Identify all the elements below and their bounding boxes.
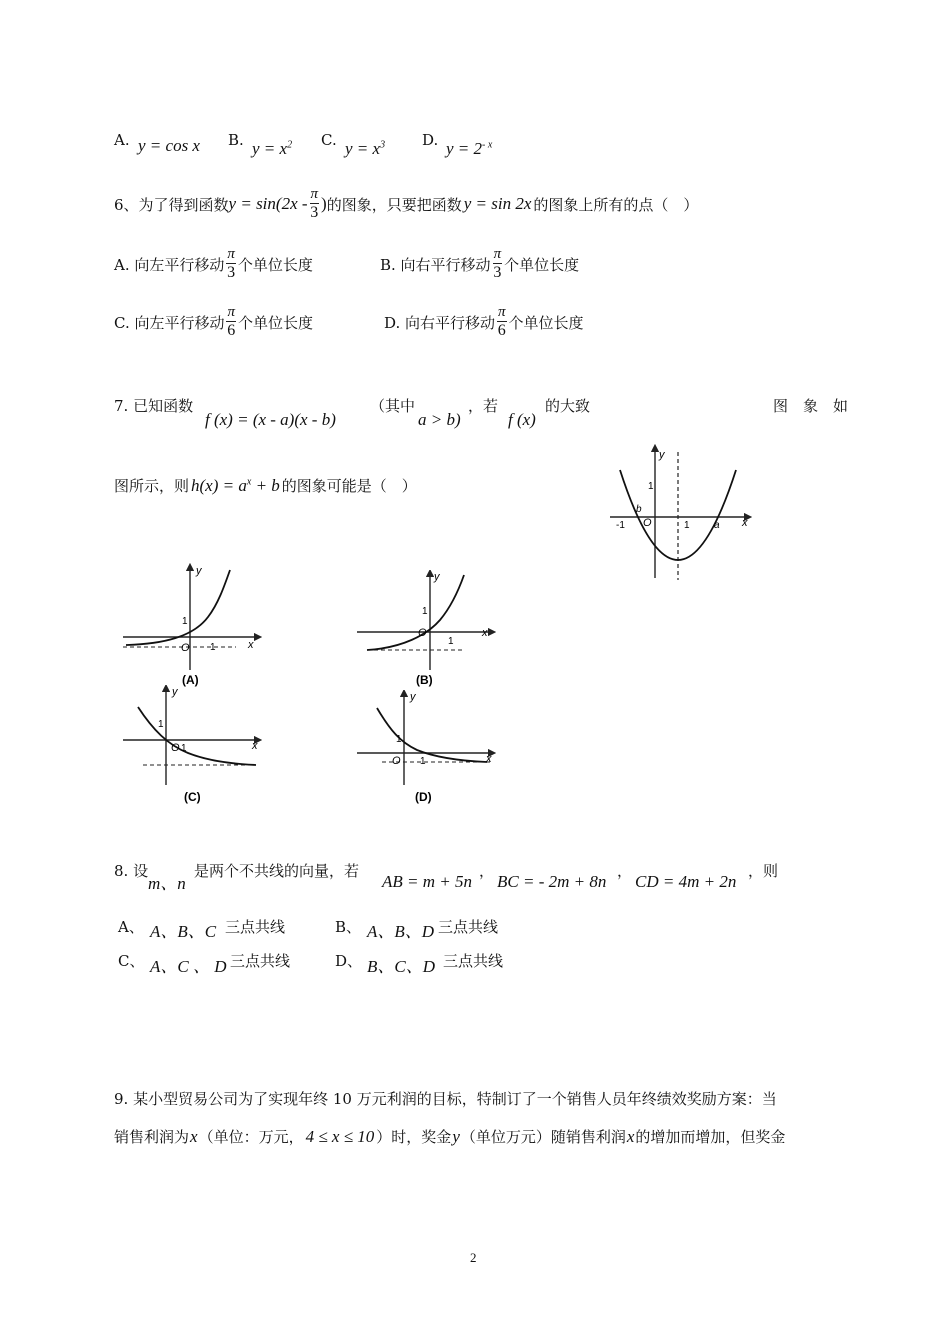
q6-prefix: 6、为了得到函数	[114, 195, 229, 214]
graph-c-origin-label: O	[171, 742, 180, 754]
q7-tail1: 的大致	[545, 397, 591, 415]
q8-option-d-text: 三点共线	[443, 952, 504, 970]
q9-inequality: 4 ≤ x ≤ 10	[305, 1127, 375, 1146]
q8-option-a-points: A、B、C	[150, 922, 217, 941]
graph-d-curve	[377, 708, 487, 762]
q8-cd: CD = 4m + 2n	[635, 872, 737, 891]
graph-a-caption: (A)	[182, 673, 199, 687]
q8-option-c-points: A、C 、 D	[150, 957, 227, 976]
q5-option-c-expr: $y = x^3$	[345, 139, 386, 158]
big-neg1-label: -1	[616, 520, 625, 531]
q5-option-b-expr: $y = x^2$	[252, 139, 293, 158]
q6-option-a	[114, 247, 313, 281]
graph-b-y-label: y	[434, 571, 440, 583]
q6-option-c-text: C. 向左平行移动	[114, 313, 225, 332]
q6-option-b	[380, 247, 579, 281]
q6-option-c-fraction: $\frac{\pi}{6}$	[227, 304, 236, 339]
q9-line2-c: ）时，奖金	[376, 1128, 452, 1146]
q6-option-a-text: A. 向左平行移动	[114, 255, 225, 274]
q9-var-x: x	[190, 1127, 198, 1146]
q8-vars: m、n	[148, 874, 186, 893]
q6-option-c-unit: 个单位长度	[238, 313, 314, 332]
big-origin-label: O	[643, 517, 652, 529]
q7-condition: a > b)	[418, 410, 461, 429]
q8-option-c-text: 三点共线	[230, 952, 291, 970]
q7-paren-open: （其中	[370, 397, 416, 415]
q8-sep1: ，	[479, 862, 495, 880]
graph-a-origin-label: O	[181, 642, 190, 654]
q8-option-a-text: 三点共线	[225, 918, 286, 936]
graph-d-x-label: x	[486, 753, 492, 765]
q8-ab: AB = m + 5n	[382, 872, 472, 891]
q6-option-d	[384, 305, 584, 339]
graph-d-origin-label: O	[392, 755, 401, 767]
q9-line2-d: （单位万元）随销售利润	[460, 1128, 626, 1146]
q8-option-b-text: 三点共线	[438, 918, 499, 936]
q6-stem	[114, 187, 698, 221]
q7-graph-b	[352, 570, 502, 690]
q8-then: ，则	[748, 862, 779, 880]
page-number: 2	[470, 1250, 477, 1265]
big-b-label: b	[636, 504, 642, 515]
q7-line2-suffix: 的图象可能是（ ）	[281, 477, 417, 495]
q6-stem-fraction: $\frac{\pi}{3}$	[310, 186, 319, 221]
q5-option-a-label: A.	[114, 131, 130, 149]
q8-option-d-label: D、	[335, 952, 363, 970]
q7-func: f (x) = (x - a)(x - b)	[205, 410, 336, 429]
q7-prefix: 7. 已知函数	[114, 397, 194, 415]
graph-b-x1-label: 1	[448, 636, 454, 647]
q5-option-b-label: B.	[228, 131, 244, 149]
q6-func-close: )	[321, 194, 327, 213]
q6-option-a-unit: 个单位长度	[237, 255, 313, 274]
big-x-label: x	[742, 517, 748, 529]
graph-b-x-label: x	[482, 627, 488, 639]
q7-graph-c	[118, 685, 268, 807]
graph-a-y-label: y	[196, 565, 202, 577]
q9-var-x2: x	[626, 1127, 635, 1146]
q6-option-d-text: D. 向右平行移动	[384, 313, 496, 332]
big-x1-label: 1	[684, 520, 690, 531]
graph-a-x1-label: 1	[210, 642, 216, 653]
q6-func: y = sin(2x -	[228, 194, 308, 213]
q6-option-d-fraction: $\frac{\pi}{6}$	[497, 304, 506, 339]
q6-option-d-unit: 个单位长度	[508, 313, 584, 332]
graph-a-one-label: 1	[182, 616, 188, 627]
q7-line2-prefix: 图所示，则	[114, 477, 190, 495]
q9-line2-b: （单位：万元，	[198, 1128, 304, 1146]
q8-mid: 是两个不共线的向量，若	[194, 862, 360, 880]
q8-option-d-points: B、C、D	[367, 957, 435, 976]
graph-a-x-label: x	[248, 639, 254, 651]
graph-b-origin-label: O	[418, 627, 427, 639]
graph-d-y-label: y	[410, 691, 416, 703]
q7-h-func: $h(x) = a^x + b$	[191, 475, 280, 495]
q9-var-y: y	[452, 1127, 460, 1146]
q6-option-b-text: B. 向右平行移动	[380, 255, 491, 274]
q7-tail2: 图 象 如	[773, 397, 849, 415]
q5-option-d-label: D.	[422, 131, 439, 149]
big-one-label: 1	[648, 481, 654, 492]
q6-mid: 的图象，只要把函数	[326, 195, 462, 214]
graph-c-caption: (C)	[184, 790, 201, 804]
q6-option-b-unit: 个单位长度	[504, 255, 580, 274]
q8-bc: BC = - 2m + 8n	[497, 872, 607, 891]
graph-a-curve	[126, 570, 230, 645]
q8-prefix: 8. 设	[114, 862, 149, 880]
q7-fx: f (x)	[508, 410, 536, 429]
q6-option-a-fraction: $\frac{\pi}{3}$	[227, 246, 236, 281]
graph-b-caption: (B)	[416, 673, 433, 687]
big-y-label: y	[659, 449, 665, 461]
big-a-label: a	[714, 520, 720, 531]
q7-graph-a	[118, 562, 268, 690]
q8-option-a-label: A、	[118, 918, 144, 936]
graph-d-caption: (D)	[415, 790, 432, 804]
q6-option-c	[114, 305, 313, 339]
q6-option-b-fraction: $\frac{\pi}{3}$	[493, 246, 502, 281]
q9-line2	[114, 1126, 785, 1147]
q7-comma: ，若	[468, 397, 499, 415]
q7-line2	[114, 475, 417, 496]
graph-c-y-label: y	[172, 686, 178, 698]
q9-line2-e: 的增加而增加，但奖金	[635, 1128, 786, 1146]
q7-graph-d	[352, 690, 502, 807]
q8-sep2: ，	[617, 862, 633, 880]
graph-c-one-label: 1	[158, 719, 164, 730]
graph-d-x1-label: 1	[420, 756, 426, 767]
q6-suffix: 的图象上所有的点（ ）	[533, 195, 699, 214]
q7-parabola-graph	[600, 440, 760, 585]
q5-option-a-expr: y = cos x	[138, 136, 200, 155]
q5-option-c-label: C.	[321, 131, 337, 149]
q9-line2-a: 销售利润为	[114, 1128, 190, 1146]
graph-c-x-label: x	[252, 740, 258, 752]
q8-option-b-label: B、	[335, 918, 362, 936]
graph-b-one-label: 1	[422, 606, 428, 617]
graph-c-x1-label: 1	[181, 743, 187, 754]
q8-option-c-label: C、	[118, 952, 145, 970]
q6-func2: y = sin 2x	[463, 194, 532, 213]
q5-option-d-expr: $y = 2^{- x}$	[446, 139, 493, 158]
graph-d-one-label: 1	[396, 734, 402, 745]
q8-option-b-points: A、B、D	[367, 922, 435, 941]
q9-line1: 9. 某小型贸易公司为了实现年终 10 万元利润的目标，特制订了一个销售人员年终绩效奖励方案：当	[114, 1090, 777, 1108]
graph-c-curve	[138, 707, 256, 765]
